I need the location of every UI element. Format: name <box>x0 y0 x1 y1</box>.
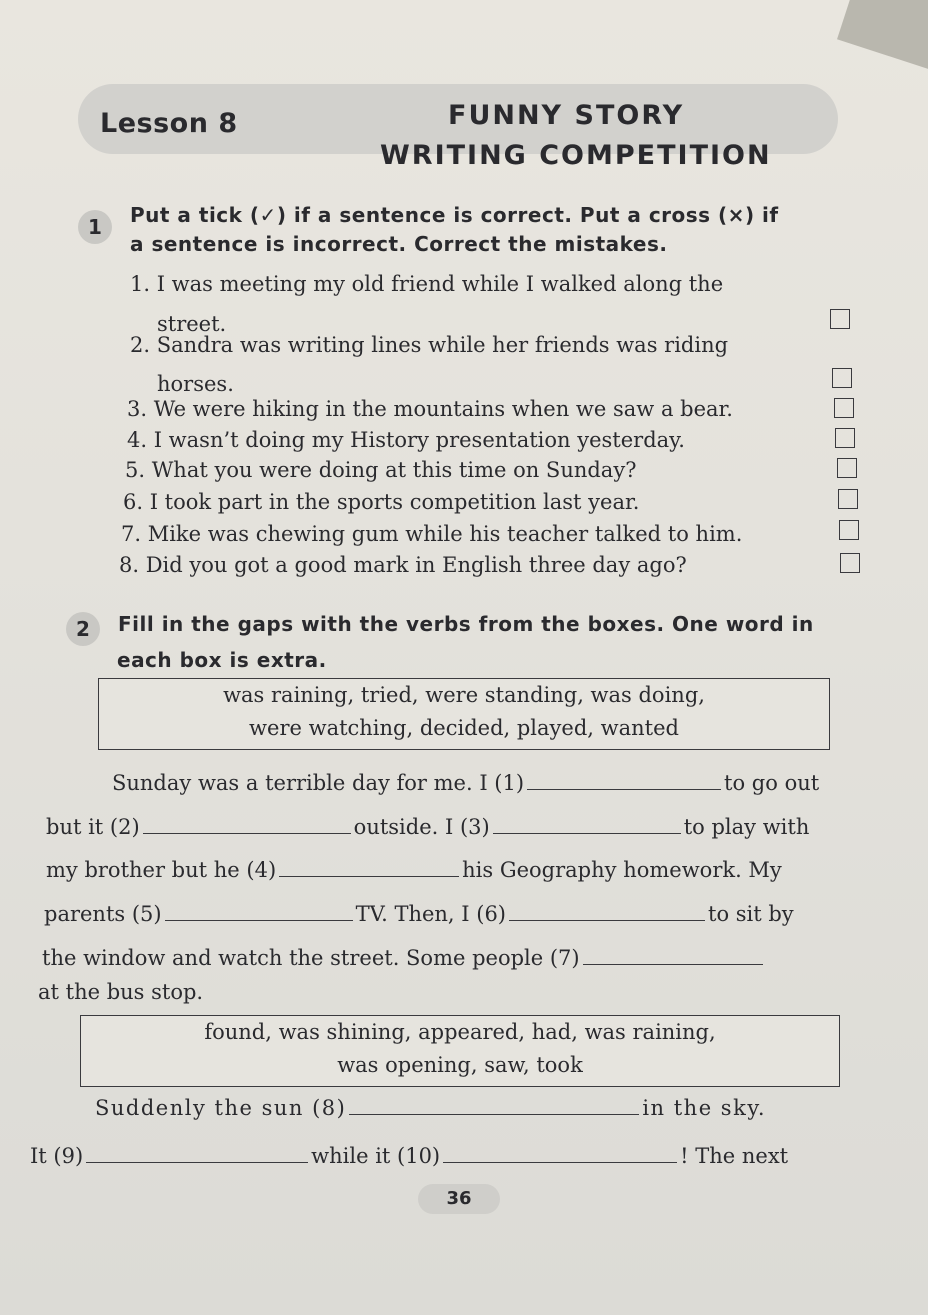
word-box-1 <box>98 678 830 750</box>
word-box-2-line1: found, was shining, appeared, had, was raining, <box>204 1020 716 1044</box>
checkbox-sentence-7[interactable] <box>839 520 859 540</box>
gap-2[interactable] <box>143 815 351 834</box>
story-text: to go out <box>724 771 820 795</box>
sentence-5: 5. What you were doing at this time on Sunday? <box>125 458 637 482</box>
gap-3[interactable] <box>493 815 681 834</box>
checkbox-sentence-2[interactable] <box>832 368 852 388</box>
exercise-1-instruction-line2: a sentence is incorrect. Correct the mistakes. <box>130 232 668 256</box>
word-box-1-line1: was raining, tried, were standing, was doing, <box>223 683 705 707</box>
story-line-5 <box>42 946 766 970</box>
word-box-2-line2: was opening, saw, took <box>337 1053 583 1077</box>
story-text: my brother but he (4) <box>46 858 277 882</box>
sentence-3: 3. We were hiking in the mountains when we saw a bear. <box>127 397 733 421</box>
checkbox-sentence-3[interactable] <box>834 398 854 418</box>
lesson-title-line1: FUNNY STORY <box>448 100 685 131</box>
story-line-3 <box>46 858 782 882</box>
story-line-8 <box>30 1144 788 1168</box>
gap-7[interactable] <box>583 946 763 965</box>
gap-10[interactable] <box>443 1144 677 1163</box>
sentence-2-line2: horses. <box>157 372 234 396</box>
exercise-2-instruction-line2: each box is extra. <box>117 648 327 672</box>
gap-6[interactable] <box>509 902 705 921</box>
story-line-7 <box>95 1096 766 1120</box>
story-text: his Geography homework. My <box>462 858 782 882</box>
word-box-1-line2: were watching, decided, played, wanted <box>249 716 679 740</box>
checkbox-sentence-5[interactable] <box>837 458 857 478</box>
lesson-title-line2: WRITING COMPETITION <box>380 140 772 171</box>
page-number: 36 <box>418 1184 500 1214</box>
page-corner <box>837 0 928 76</box>
gap-1[interactable] <box>527 771 721 790</box>
checkbox-sentence-4[interactable] <box>835 428 855 448</box>
story-text: parents (5) <box>44 902 162 926</box>
story-text: It (9) <box>30 1144 84 1168</box>
story-text: Suddenly the sun (8) <box>95 1096 347 1120</box>
story-line-2 <box>46 815 809 839</box>
sentence-4: 4. I wasn’t doing my History presentation yesterday. <box>127 428 685 452</box>
story-text: outside. I (3) <box>353 815 490 839</box>
exercise-1-number: 1 <box>78 210 112 244</box>
story-line-4 <box>44 902 794 926</box>
checkbox-sentence-6[interactable] <box>838 489 858 509</box>
gap-4[interactable] <box>279 858 459 877</box>
lesson-label: Lesson 8 <box>100 108 238 139</box>
story-line-1 <box>112 771 819 795</box>
sentence-1-line2: street. <box>157 312 227 336</box>
exercise-2-number: 2 <box>66 612 100 646</box>
story-text: while it (10) <box>311 1144 441 1168</box>
story-text: TV. Then, I (6) <box>355 902 506 926</box>
story-text: ! The next <box>680 1144 789 1168</box>
story-text: but it (2) <box>46 815 140 839</box>
story-line-6: at the bus stop. <box>38 980 204 1004</box>
sentence-6: 6. I took part in the sports competition last year. <box>123 490 640 514</box>
story-text: in the sky. <box>642 1096 767 1120</box>
gap-9[interactable] <box>86 1144 308 1163</box>
checkbox-sentence-1[interactable] <box>830 309 850 329</box>
story-text: Sunday was a terrible day for me. I (1) <box>112 771 525 795</box>
sentence-2-line1: 2. Sandra was writing lines while her friends was riding <box>130 333 729 357</box>
sentence-7: 7. Mike was chewing gum while his teacher talked to him. <box>121 522 743 546</box>
gap-8[interactable] <box>349 1096 639 1115</box>
story-text: to play with <box>683 815 810 839</box>
exercise-2-instruction-line1: Fill in the gaps with the verbs from the boxes. One word in <box>118 612 814 636</box>
story-text: the window and watch the street. Some people (7) <box>42 946 580 970</box>
exercise-1-instruction-line1: Put a tick (✓) if a sentence is correct. Put a cross (×) if <box>130 203 779 227</box>
checkbox-sentence-8[interactable] <box>840 553 860 573</box>
story-text: to sit by <box>708 902 794 926</box>
gap-5[interactable] <box>165 902 353 921</box>
sentence-8: 8. Did you got a good mark in English three day ago? <box>119 553 687 577</box>
sentence-1-line1: 1. I was meeting my old friend while I walked along the <box>130 272 724 296</box>
word-box-2 <box>80 1015 840 1087</box>
